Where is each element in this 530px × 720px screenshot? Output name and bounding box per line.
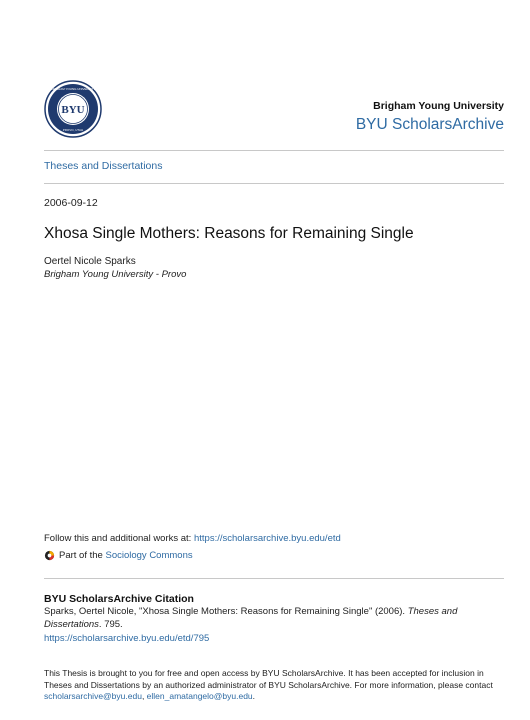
footer-text: This Thesis is brought to you for free and open access by BYU ScholarsArchive. It has been accepted for inclusion in Theses and Dissertations by an authorized administrator of BYU ScholarsArchive. For more information, please contact [44, 668, 493, 690]
follow-url-link[interactable]: https://scholarsarchive.byu.edu/etd [193, 533, 341, 544]
follow-text: Follow this and additional works at: [44, 533, 194, 544]
author-affiliation: Brigham Young University - Provo [44, 269, 187, 280]
institution-name: Brigham Young University [373, 100, 504, 112]
part-of-text: Part of the [59, 550, 103, 561]
footer-notice [44, 668, 504, 703]
citation-url-link[interactable]: https://scholarsarchive.byu.edu/etd/795 [44, 633, 210, 644]
email-link-2[interactable]: ellen_amatangelo@byu.edu [146, 691, 253, 701]
divider [44, 183, 504, 184]
document-title: Xhosa Single Mothers: Reasons for Remaining Single [44, 225, 414, 242]
citation-heading: BYU ScholarsArchive Citation [44, 593, 194, 605]
footer-sep: , [141, 691, 147, 701]
divider [44, 578, 504, 579]
institution-block [356, 100, 504, 134]
publication-date: 2006-09-12 [44, 197, 98, 209]
citation-body [44, 606, 484, 646]
series-link[interactable]: Theses and Dissertations [44, 160, 163, 172]
part-of-line [44, 550, 193, 561]
citation-number: . 795. [98, 618, 123, 630]
svg-text:PROVO, UTAH: PROVO, UTAH [62, 128, 84, 132]
open-access-icon [44, 550, 55, 561]
svg-text:BRIGHAM YOUNG UNIVERSITY: BRIGHAM YOUNG UNIVERSITY [50, 87, 96, 91]
divider [44, 150, 504, 151]
follow-line [44, 533, 341, 544]
sociology-commons-link[interactable]: Sociology Commons [105, 550, 193, 561]
citation-journal: Theses and Dissertations [44, 606, 458, 630]
citation-text: Sparks, Oertel Nicole, "Xhosa Single Mothers: Reasons for Remaining Single" (2006). [44, 606, 408, 617]
archive-link[interactable]: BYU ScholarsArchive [355, 116, 504, 133]
email-link-1[interactable]: scholarsarchive@byu.edu [44, 691, 142, 701]
byu-seal-logo [44, 80, 102, 138]
footer-end: . [252, 691, 256, 701]
author-name: Oertel Nicole Sparks [44, 256, 136, 267]
svg-text:BYU: BYU [61, 104, 85, 116]
